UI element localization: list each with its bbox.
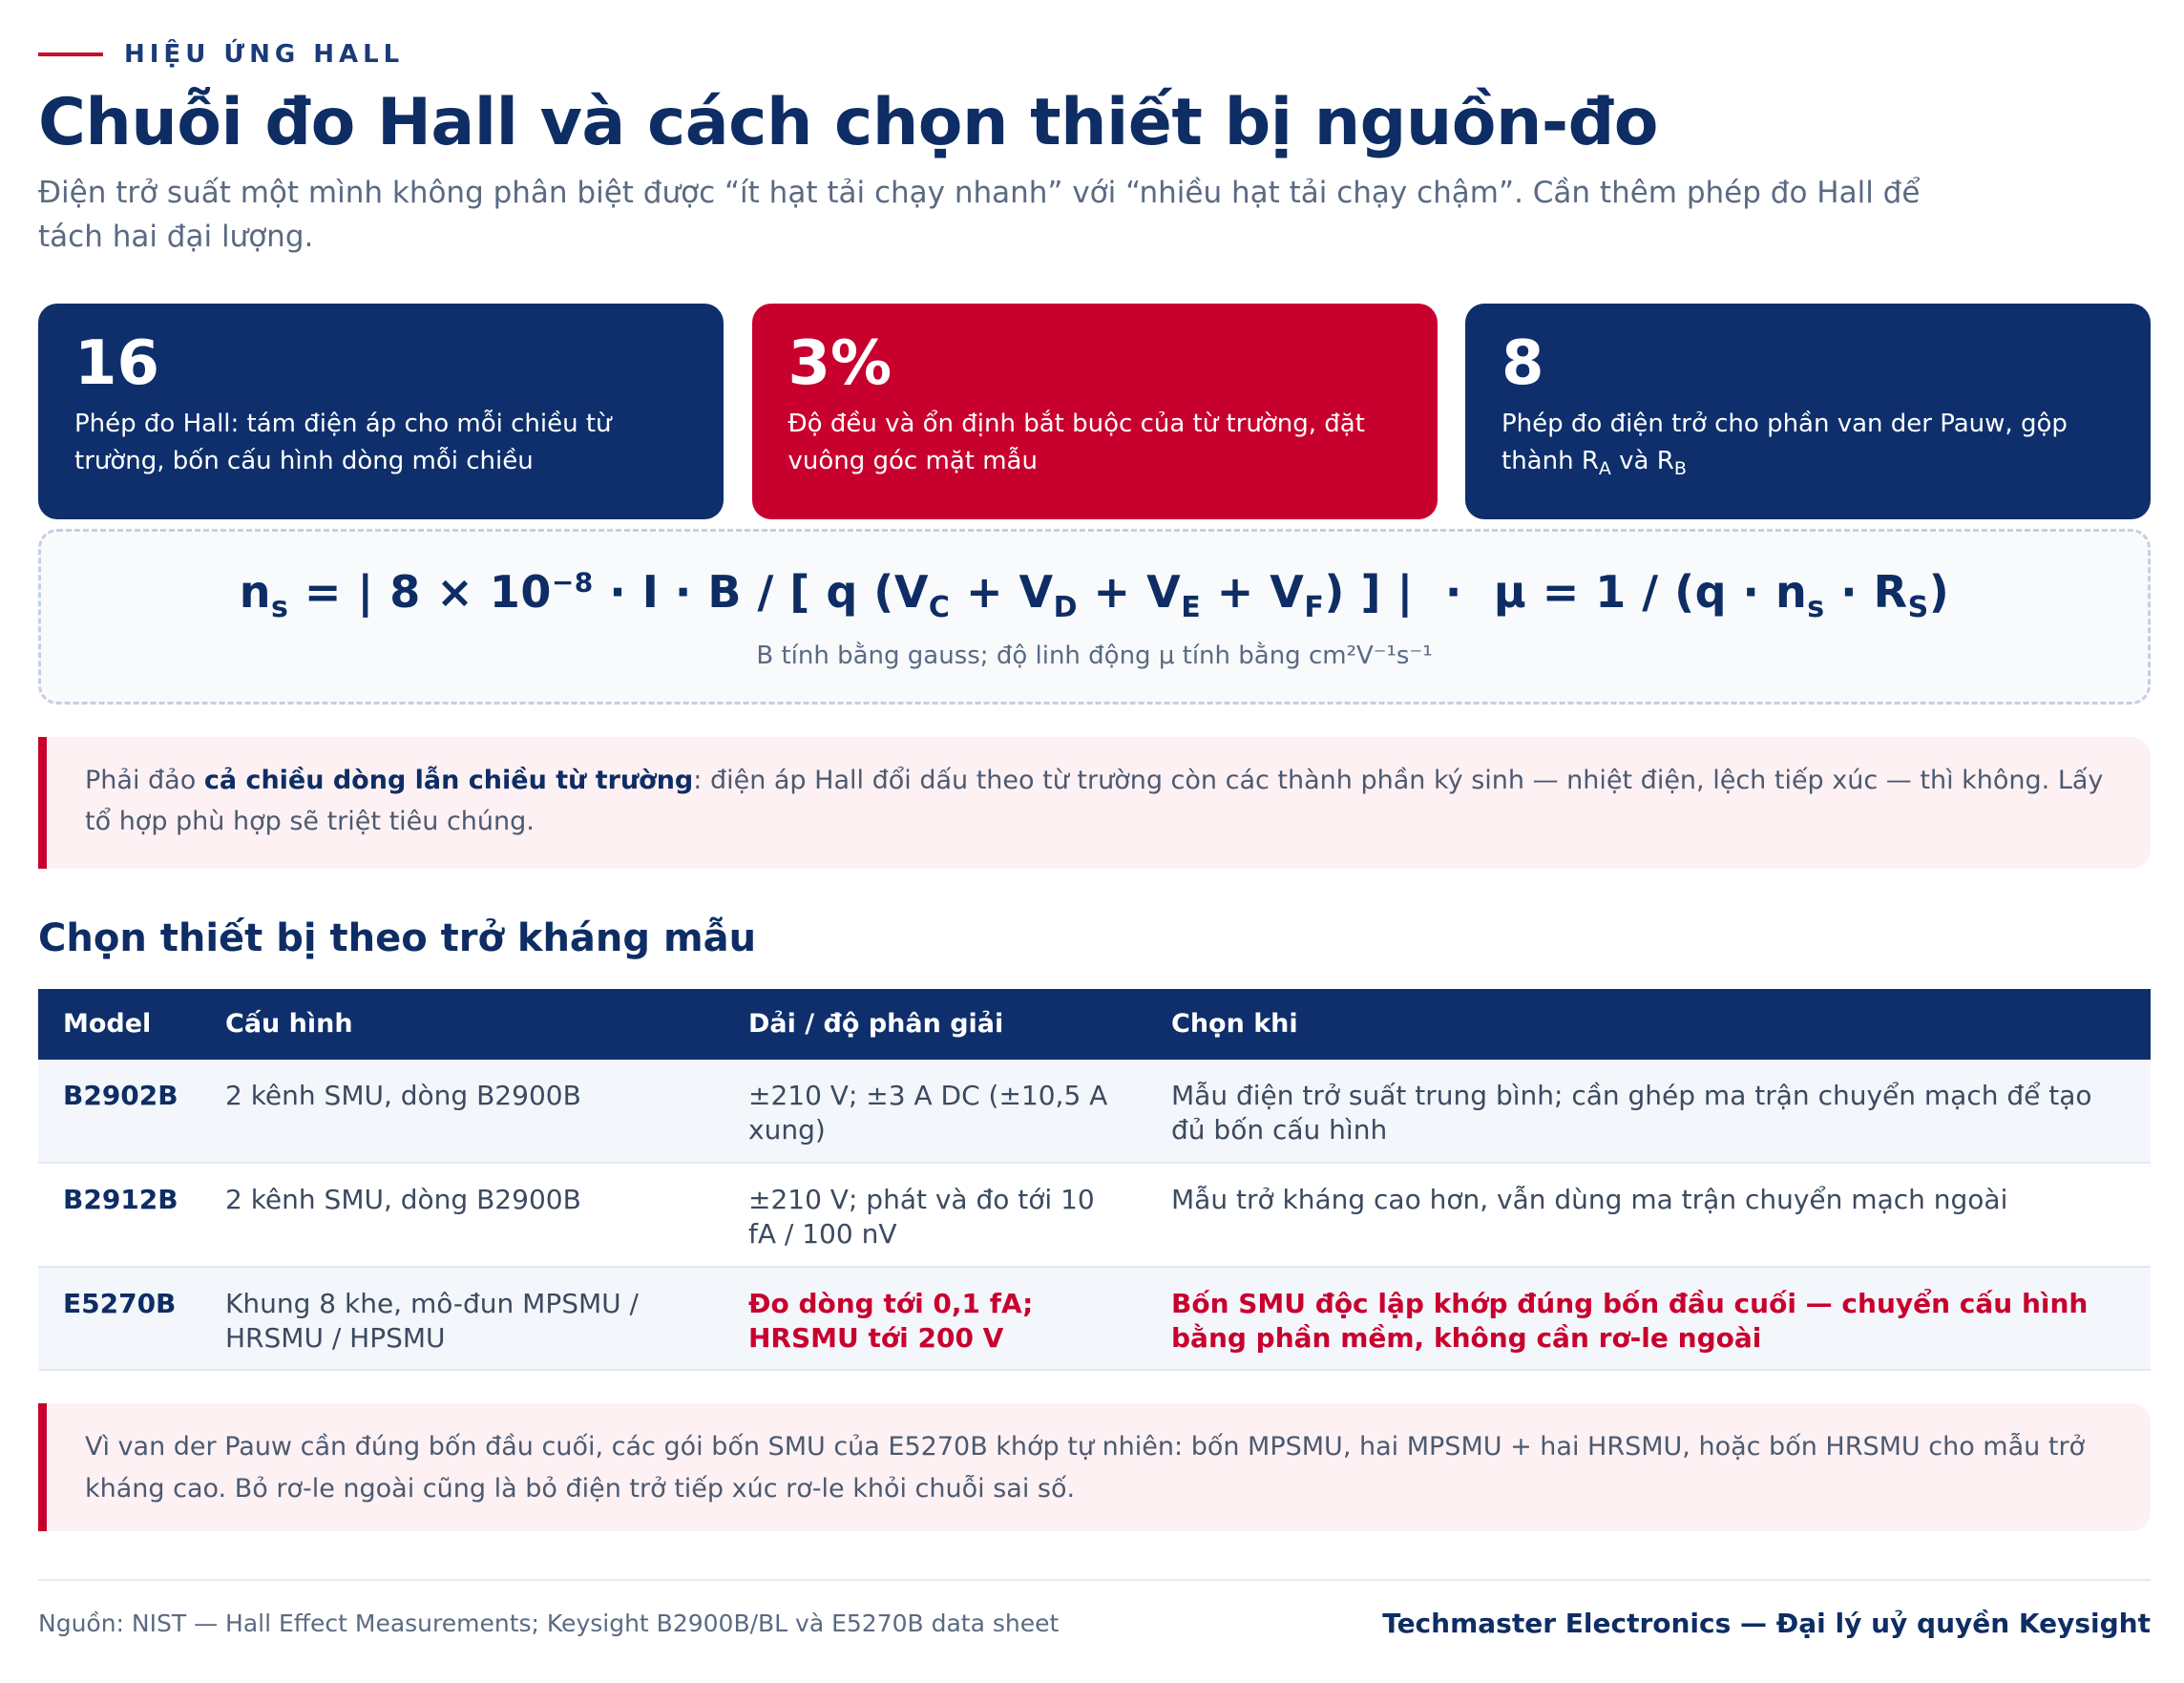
stat-value: 8 bbox=[1502, 327, 1544, 399]
stat-card-resistance-measurements bbox=[1465, 304, 2151, 519]
cell-model: B2902B bbox=[38, 1060, 200, 1163]
column-header-model: Model bbox=[38, 989, 200, 1060]
eyebrow-accent-bar bbox=[38, 53, 103, 56]
stat-description: Phép đo Hall: tám điện áp cho mỗi chiều từ trường, bốn cấu hình dòng mỗi chiều bbox=[74, 409, 612, 475]
callout-reversal: Phải đảo cả chiều dòng lẫn chiều từ trường: điện áp Hall đổi dấu theo từ trường còn các thành phần ký sinh — nhiệt điện, lệch tiếp xúc — thì không. Lấy tổ hợp phù hợp sẽ triệt tiêu chúng. bbox=[38, 737, 2151, 869]
cell-range: ±210 V; phát và đo tới 10 fA / 100 nV bbox=[724, 1163, 1146, 1267]
cell-model: E5270B bbox=[38, 1267, 200, 1371]
column-header-range: Dải / độ phân giải bbox=[724, 989, 1146, 1060]
cell-when: Mẫu trở kháng cao hơn, vẫn dùng ma trận chuyển mạch ngoài bbox=[1146, 1163, 2151, 1267]
instrument-table bbox=[38, 989, 2151, 1372]
cell-when-highlight: Bốn SMU độc lập khớp đúng bốn đầu cuối — chuyển cấu hình bằng phần mềm, không cần rơ-le ngoài bbox=[1146, 1267, 2151, 1371]
table-row bbox=[38, 1060, 2151, 1163]
footer-source: Nguồn: NIST — Hall Effect Measurements; Keysight B2900B/BL và E5270B data sheet bbox=[38, 1609, 1060, 1638]
cell-range: ±210 V; ±3 A DC (±10,5 A xung) bbox=[724, 1060, 1146, 1163]
stat-description: Độ đều và ổn định bắt buộc của từ trường, đặt vuông góc mặt mẫu bbox=[788, 409, 1365, 475]
cell-model: B2912B bbox=[38, 1163, 200, 1267]
formula-note: B tính bằng gauss; độ linh động μ tính bằng cm²V⁻¹s⁻¹ bbox=[756, 641, 1433, 670]
table-row bbox=[38, 1163, 2151, 1267]
stat-value: 16 bbox=[74, 327, 160, 399]
footer-brand: Techmaster Electronics — Đại lý uỷ quyền Keysight bbox=[1382, 1608, 2151, 1640]
callout-e5270b: Vì van der Pauw cần đúng bốn đầu cuối, các gói bốn SMU của E5270B khớp tự nhiên: bốn MPSMU, hai MPSMU + hai HRSMU, hoặc bốn HRSMU cho mẫu trở kháng cao. Bỏ rơ-le ngoài cũng là bỏ điện trở tiếp xúc rơ-le khỏi chuỗi sai số. bbox=[38, 1403, 2151, 1531]
stat-description: Phép đo điện trở cho phần van der Pauw, gộp thành $R_A$ và $R_B$ bbox=[1502, 409, 2068, 480]
callout-emphasis: cả chiều dòng lẫn chiều từ trường bbox=[203, 765, 694, 795]
page bbox=[38, 38, 2151, 1639]
eyebrow-label: HIỆU ỨNG HALL bbox=[124, 40, 405, 69]
cell-config: 2 kênh SMU, dòng B2900B bbox=[200, 1060, 724, 1163]
cell-when: Mẫu điện trở suất trung bình; cần ghép ma trận chuyển mạch để tạo đủ bốn cấu hình bbox=[1146, 1060, 2151, 1163]
hall-formula: $n_s$ = | $8 \times 10^{-8} \cdot I \cdot B$ / [ q $(V_C + V_D + V_E + V_F)$ ] | · $\mu = 1 / (q \cdot n_s \cdot R_S)$ bbox=[239, 565, 1950, 624]
formula-box bbox=[38, 529, 2151, 705]
cell-range-highlight: Đo dòng tới 0,1 fA; HRSMU tới 200 V bbox=[724, 1267, 1146, 1371]
table-row bbox=[38, 1267, 2151, 1371]
footer-divider bbox=[38, 1579, 2151, 1581]
stat-card-field-uniformity bbox=[752, 304, 1438, 519]
stat-card-hall-measurements bbox=[38, 304, 724, 519]
table-header-row bbox=[38, 989, 2151, 1060]
cell-config: Khung 8 khe, mô-đun MPSMU / HRSMU / HPSMU bbox=[200, 1267, 724, 1371]
page-lede: Điện trở suất một mình không phân biệt được “ít hạt tải chạy nhanh” với “nhiều hạt tải chạy chậm”. Cần thêm phép đo Hall để tách hai đại lượng. bbox=[38, 175, 1921, 255]
column-header-when: Chọn khi bbox=[1146, 989, 2151, 1060]
cell-config: 2 kênh SMU, dòng B2900B bbox=[200, 1163, 724, 1267]
stat-value: 3% bbox=[788, 327, 892, 399]
stat-cards bbox=[38, 304, 2151, 519]
section-title: Chọn thiết bị theo trở kháng mẫu bbox=[38, 915, 757, 960]
eyebrow bbox=[38, 38, 2151, 71]
column-header-config: Cấu hình bbox=[200, 989, 724, 1060]
page-title: Chuỗi đo Hall và cách chọn thiết bị nguồn-đo bbox=[38, 85, 1658, 160]
footer bbox=[38, 1608, 2151, 1639]
